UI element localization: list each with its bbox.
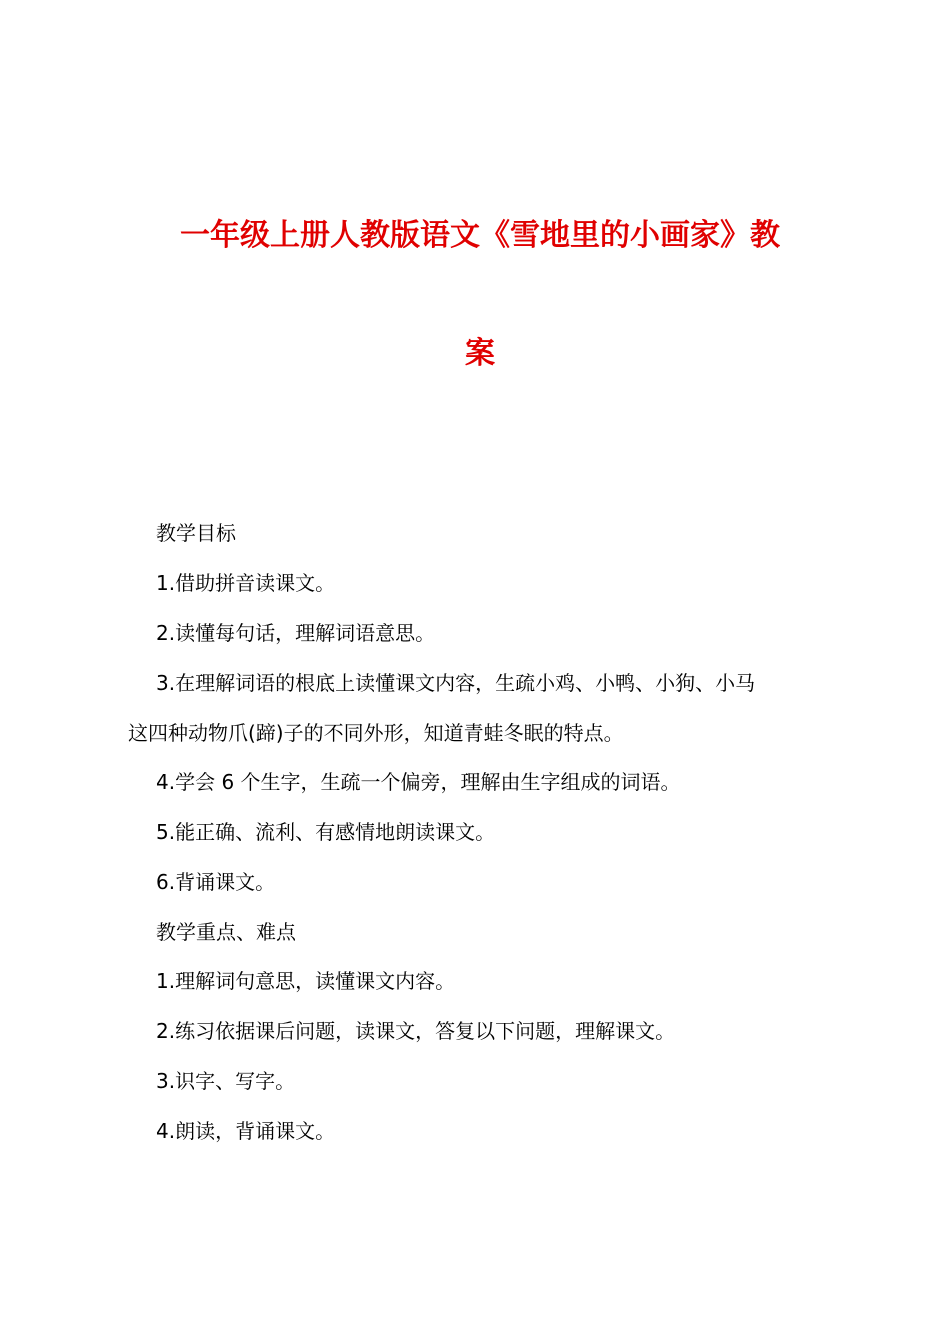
section-heading-teaching-goals: 教学目标: [156, 521, 236, 545]
goal-item-5: 5.能正确、流利、有感情地朗读课文。: [156, 820, 496, 844]
document-title-line-1: 一年级上册人教版语文《雪地里的小画家》教: [180, 218, 780, 253]
key-point-item-4: 4.朗读，背诵课文。: [156, 1119, 336, 1143]
goal-item-3-line-2: 这四种动物爪(蹄)子的不同外形，知道青蛙冬眠的特点。: [128, 721, 624, 745]
key-point-item-3: 3.识字、写字。: [156, 1069, 296, 1093]
key-point-item-1: 1.理解词句意思，读懂课文内容。: [156, 969, 456, 993]
goal-item-1: 1.借助拼音读课文。: [156, 571, 336, 595]
goal-item-4: 4.学会 6 个生字，生疏一个偏旁，理解由生字组成的词语。: [156, 770, 681, 794]
goal-item-2: 2.读懂每句话，理解词语意思。: [156, 621, 436, 645]
key-point-item-2: 2.练习依据课后问题，读课文，答复以下问题，理解课文。: [156, 1019, 676, 1043]
goal-item-3-line-1: 3.在理解词语的根底上读懂课文内容，生疏小鸡、小鸭、小狗、小马: [156, 671, 756, 695]
document-title-line-2: 案: [465, 336, 495, 371]
goal-item-6: 6.背诵课文。: [156, 870, 276, 894]
section-heading-key-points: 教学重点、难点: [156, 920, 296, 944]
